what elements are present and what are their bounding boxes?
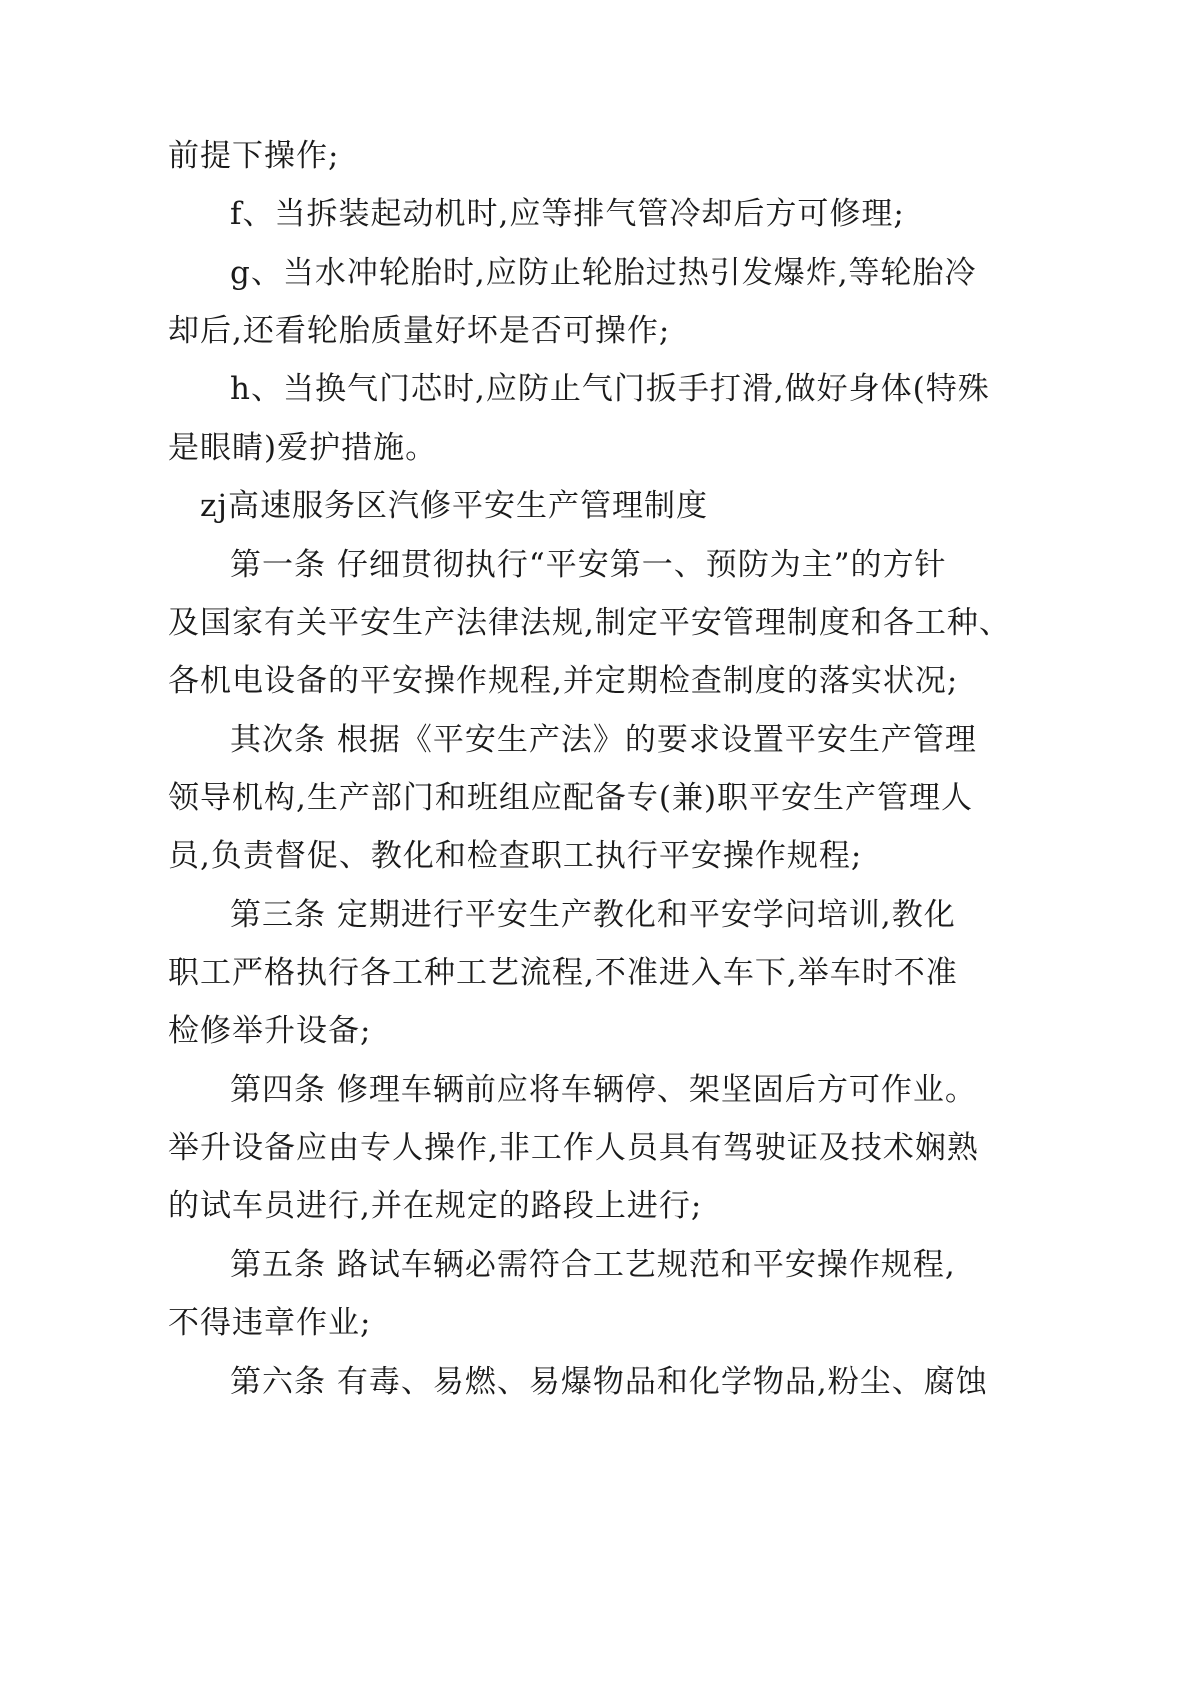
text-line-17: 第四条 修理车辆前应将车辆停、架坚固后方可作业。 bbox=[230, 1072, 977, 1108]
text-line-19: 的试车员进行,并在规定的路段上进行; bbox=[168, 1188, 703, 1224]
text-line-12: 领导机构,生产部门和班组应配备专(兼)职平安生产管理人 bbox=[168, 780, 974, 816]
text-line-20: 第五条 路试车辆必需符合工艺规范和平安操作规程, bbox=[230, 1247, 956, 1283]
text-line-1: 前提下操作; bbox=[168, 138, 340, 174]
text-line-3: g、当水冲轮胎时,应防止轮胎过热引发爆炸,等轮胎冷 bbox=[230, 255, 977, 291]
text-line-15: 职工严格执行各工种工艺流程,不准进入车下,举车时不准 bbox=[168, 955, 958, 991]
text-line-16: 检修举升设备; bbox=[168, 1013, 372, 1049]
text-line-21: 不得违章作业; bbox=[168, 1305, 372, 1341]
text-line-4: 却后,还看轮胎质量好坏是否可操作; bbox=[168, 313, 671, 349]
text-line-11: 其次条 根据《平安生产法》的要求设置平安生产管理 bbox=[230, 722, 977, 758]
text-line-13: 员,负责督促、教化和检查职工执行平安操作规程; bbox=[168, 838, 863, 874]
text-line-22: 第六条 有毒、易燃、易爆物品和化学物品,粉尘、腐蚀 bbox=[230, 1364, 988, 1400]
text-line-10: 各机电设备的平安操作规程,并定期检查制度的落实状况; bbox=[168, 663, 959, 699]
text-line-2: f、当拆装起动机时,应等排气管冷却后方可修理; bbox=[230, 196, 905, 232]
text-line-18: 举升设备应由专人操作,非工作人员具有驾驶证及技术娴熟 bbox=[168, 1130, 979, 1166]
text-line-5: h、当换气门芯时,应防止气门扳手打滑,做好身体(特殊 bbox=[230, 371, 990, 407]
text-line-14: 第三条 定期进行平安生产教化和平安学问培训,教化 bbox=[230, 897, 956, 933]
text-line-6: 是眼睛)爱护措施。 bbox=[168, 430, 438, 466]
section-heading: zj高速服务区汽修平安生产管理制度 bbox=[200, 488, 708, 524]
text-line-8: 第一条 仔细贯彻执行“平安第一、预防为主”的方针 bbox=[230, 547, 947, 583]
text-line-9: 及国家有关平安生产法律法规,制定平安管理制度和各工种、 bbox=[168, 605, 1011, 641]
